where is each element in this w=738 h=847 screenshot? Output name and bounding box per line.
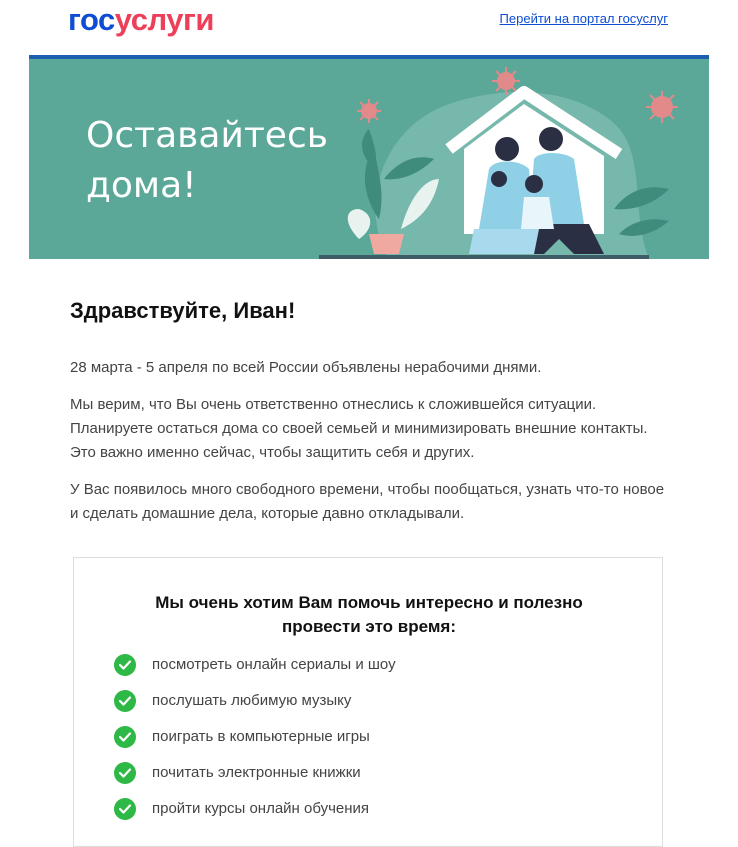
list-item	[114, 798, 396, 834]
list-item-label: поиграть в компьютерные игры	[152, 728, 370, 745]
banner-title	[86, 111, 346, 211]
paragraph-free-time: У Вас появилось много свободного времени, чтобы пообщаться, узнать что-то новое и сделать домашние дела, которые давно откладывали.	[70, 481, 665, 522]
help-card-title-line-2: провести это время:	[281, 617, 457, 636]
check-icon	[114, 654, 136, 676]
activity-list	[114, 654, 396, 834]
list-item-label: посмотреть онлайн сериалы и шоу	[152, 656, 396, 673]
list-item	[114, 690, 396, 726]
stay-home-banner	[29, 59, 709, 259]
banner-title-line-1: Оставайтесь	[86, 115, 328, 156]
portal-link[interactable]: Перейти на портал госуслуг	[499, 11, 668, 26]
list-item-label: послушать любимую музыку	[152, 692, 352, 709]
check-icon	[114, 726, 136, 748]
check-icon	[114, 762, 136, 784]
paragraph-nonworking-days: 28 марта - 5 апреля по всей России объявлены нерабочими днями.	[70, 359, 542, 376]
help-card	[73, 557, 663, 847]
list-item	[114, 654, 396, 690]
logo-part-gos: гос	[68, 2, 115, 37]
banner-title-line-2: дома!	[86, 165, 197, 206]
logo-part-uslugi: услуги	[114, 2, 214, 37]
paragraph-responsibility: Мы верим, что Вы очень ответственно отнеслись к сложившейся ситуации. Планируете остаться дома со своей семьей и минимизировать внешние контакты. Это важно именно сейчас, чтобы защитить себя и других.	[70, 396, 648, 461]
list-item	[114, 762, 396, 798]
greeting-heading: Здравствуйте, Иван!	[70, 298, 296, 323]
check-icon	[114, 690, 136, 712]
email-header	[0, 0, 738, 56]
help-card-title	[74, 591, 664, 639]
list-item-label: пройти курсы онлайн обучения	[152, 800, 370, 817]
check-icon	[114, 798, 136, 820]
gosuslugi-logo[interactable]	[68, 2, 214, 38]
list-item-label: почитать электронные книжки	[152, 764, 361, 781]
help-card-title-line-1: Мы очень хотим Вам помочь интересно и полезно	[155, 593, 583, 612]
list-item	[114, 726, 396, 762]
